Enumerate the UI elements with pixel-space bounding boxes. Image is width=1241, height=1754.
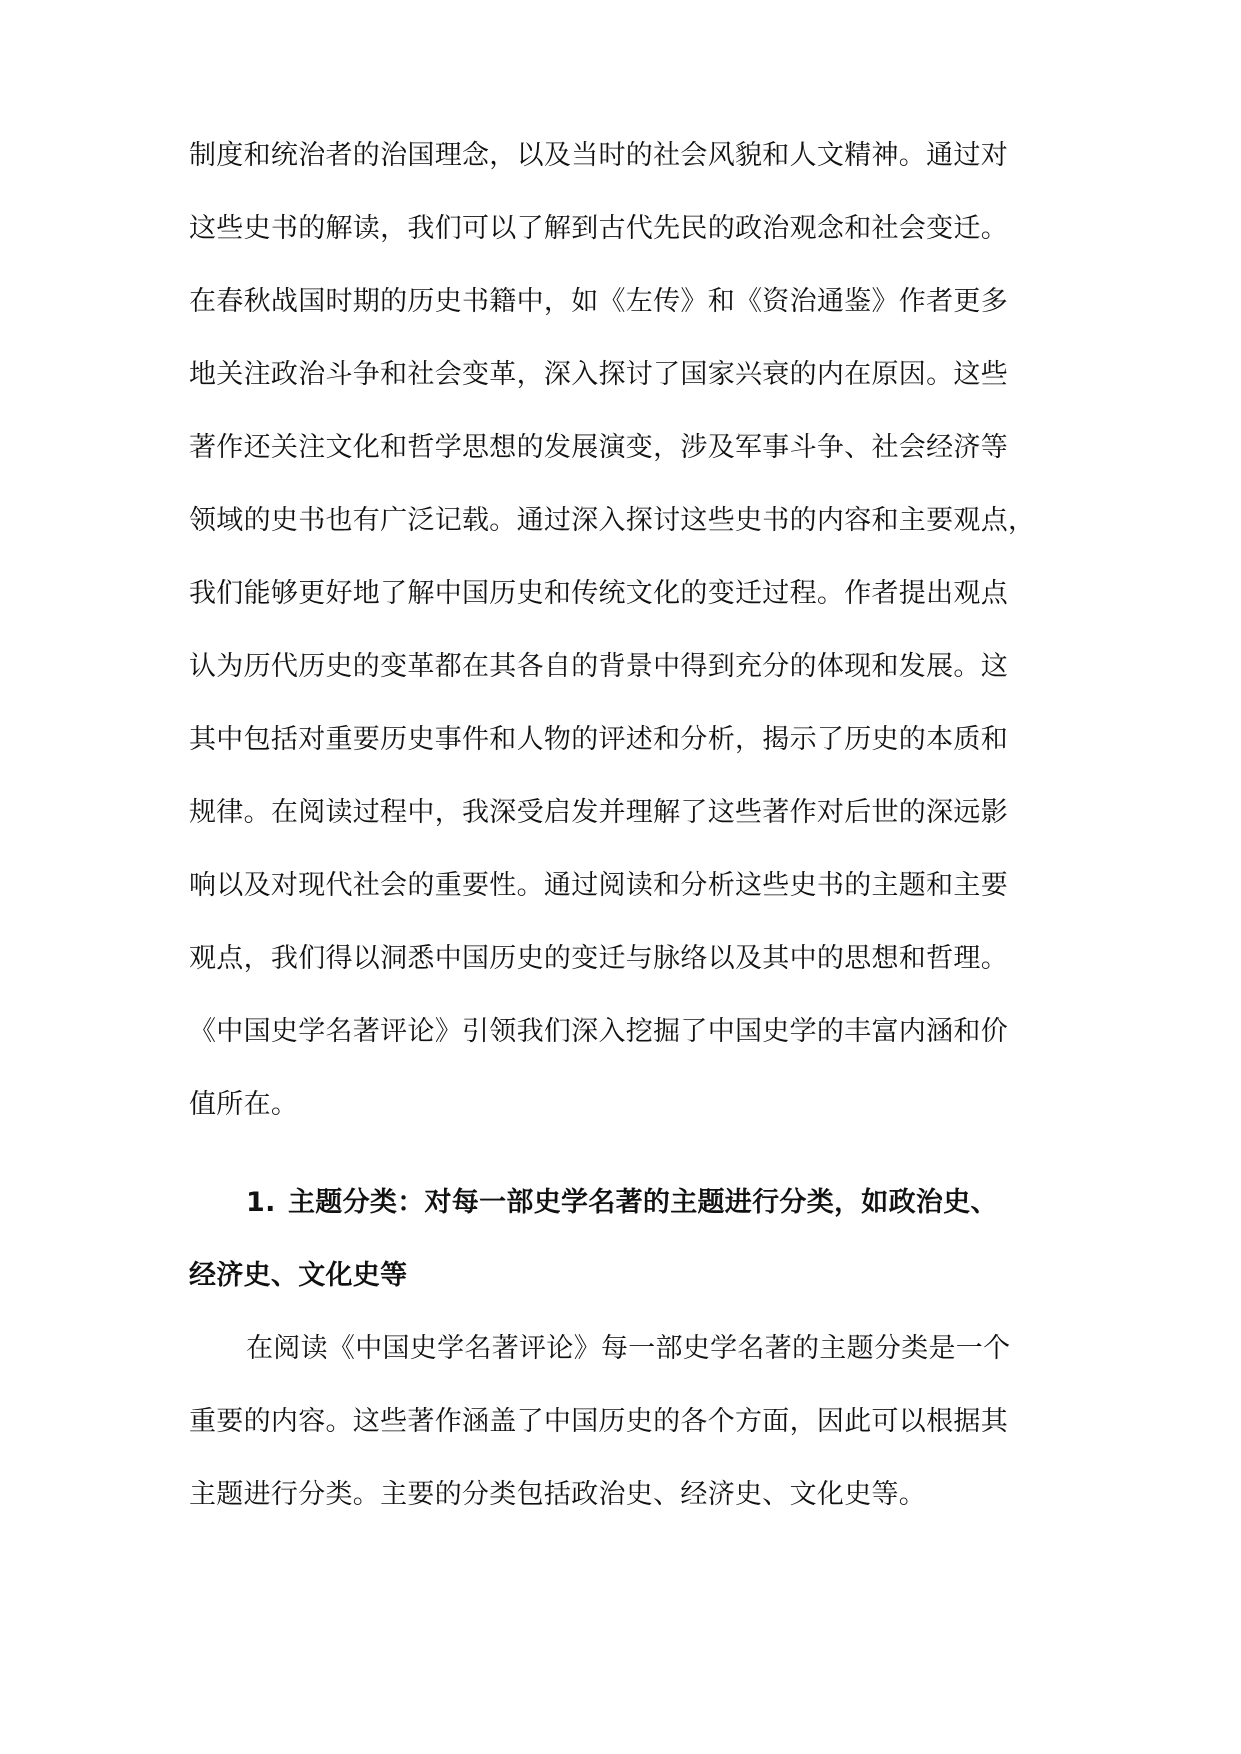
heading-line-1: 主题分类：对每一部史学名著的主题进行分类，如政治史、 (288, 1187, 998, 1218)
paragraph-line: 《中国史学名著评论》引领我们深入挖掘了中国史学的丰富内涵和价 (189, 1016, 1008, 1047)
paragraph-line: 其中包括对重要历史事件和人物的评述和分析，揭示了历史的本质和 (189, 724, 1008, 755)
paragraph-line: 主题进行分类。主要的分类包括政治史、经济史、文化史等。 (189, 1479, 927, 1510)
heading-number: 1. (246, 1187, 276, 1218)
heading-line-2: 经济史、文化史等 (189, 1260, 408, 1291)
paragraph-line: 在阅读《中国史学名著评论》每一部史学名著的主题分类是一个 (246, 1333, 1011, 1364)
paragraph-line: 著作还关注文化和哲学思想的发展演变，涉及军事斗争、社会经济等 (189, 432, 1008, 463)
paragraph-line: 地关注政治斗争和社会变革，深入探讨了国家兴衰的内在原因。这些 (189, 359, 1008, 390)
paragraph-line: 观点，我们得以洞悉中国历史的变迁与脉络以及其中的思想和哲理。 (189, 943, 1008, 974)
paragraph-line: 这些史书的解读，我们可以了解到古代先民的政治观念和社会变迁。 (189, 213, 1008, 244)
paragraph-line: 制度和统治者的治国理念，以及当时的社会风貌和人文精神。通过对 (189, 140, 1008, 171)
paragraph-line: 在春秋战国时期的历史书籍中，如《左传》和《资治通鉴》作者更多 (189, 286, 1008, 317)
paragraph-line: 我们能够更好地了解中国历史和传统文化的变迁过程。作者提出观点 (189, 578, 1008, 609)
paragraph-line: 值所在。 (189, 1089, 299, 1120)
paragraph-line: 重要的内容。这些著作涵盖了中国历史的各个方面，因此可以根据其 (189, 1406, 1008, 1437)
paragraph-line: 领域的史书也有广泛记载。通过深入探讨这些史书的内容和主要观点， (189, 505, 1036, 536)
paragraph-line: 响以及对现代社会的重要性。通过阅读和分析这些史书的主题和主要 (189, 870, 1008, 901)
paragraph-line: 规律。在阅读过程中，我深受启发并理解了这些著作对后世的深远影 (189, 797, 1008, 828)
paragraph-line: 认为历代历史的变革都在其各自的背景中得到充分的体现和发展。这 (189, 651, 1008, 682)
